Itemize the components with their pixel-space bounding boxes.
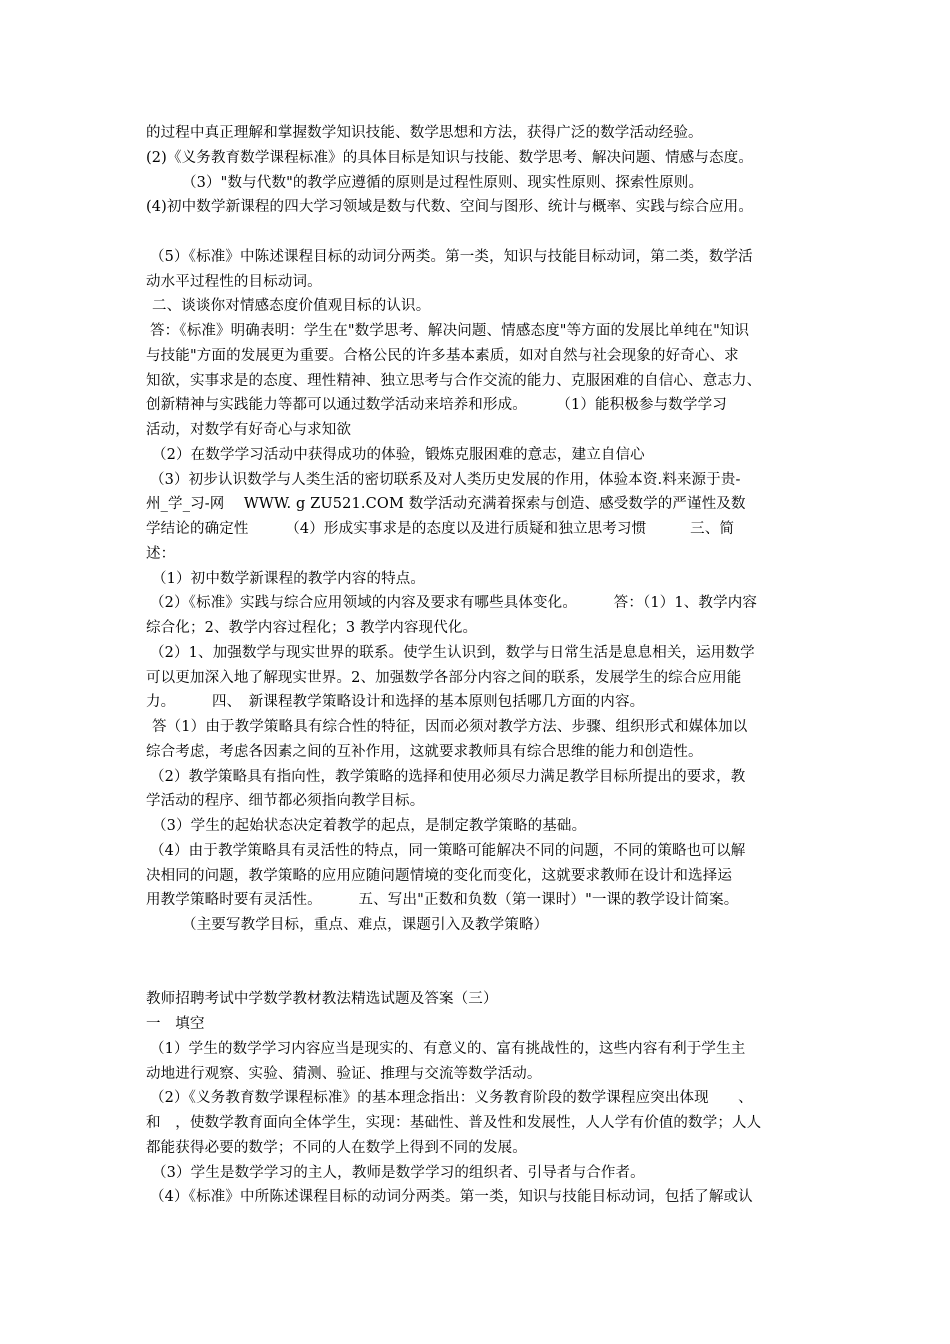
text-line: 用教学策略时要有灵活性。 五、写出"正数和负数（第一课时）"一课的教学设计简案。 <box>146 892 739 909</box>
text-line: 与技能"方面的发展更为重要。合格公民的许多基本素质，如对自然与社会现象的好奇心、求 <box>146 347 739 364</box>
text-line: 答（1）由于教学策略具有综合性的特征，因而必须对教学方法、步骤、组织形式和媒体加以 <box>152 719 748 735</box>
text-line: 创新精神与实践能力等都可以通过数学活动来培养和形成。 （1）能积极参与数学学习 <box>146 397 727 414</box>
text-line: 活动，对数学有好奇心与求知欲 <box>146 422 352 438</box>
text-line: （2）1、加强数学与现实世界的联系。使学生认识到，数学与日常生活是息息相关，运用数学 <box>150 644 755 661</box>
text-line: （2）《标准》实践与综合应用领域的内容及要求有哪些具体变化。 答：（1）1、教学内容 <box>150 595 758 612</box>
text-line: （1）初中数学新课程的教学内容的特点。 <box>152 570 426 587</box>
text-line: （3）"数与代数"的教学应遵循的原则是过程性原则、现实性原则、探索性原则。 <box>182 174 704 191</box>
text-line: 和 ，使数学教育面向全体学生，实现：基础性、普及性和发展性，人人学有价值的数学；人人 <box>146 1115 762 1131</box>
text-line: 述： <box>146 545 176 562</box>
text-line: 学结论的确定性 （4）形成实事求是的态度以及进行质疑和独立思考习惯 三、简 <box>146 521 735 537</box>
text-line: （2）在数学学习活动中获得成功的体验，锻炼克服困难的意志，建立自信心 <box>152 446 645 463</box>
text-line: （4）《标准》中所陈述课程目标的动词分两类。第一类，知识与技能目标动词，包括了解或认 <box>150 1189 753 1206</box>
text-line: 答：《标准》明确表明：学生在"数学思考、解决问题、情感态度"等方面的发展比单纯在"知识 <box>150 323 750 339</box>
text-line: （1）学生的数学学习内容应当是现实的、有意义的、富有挑战性的，这些内容有利于学生主 <box>150 1040 746 1057</box>
text-line: （2）教学策略具有指向性，教学策略的选择和使用必须尽力满足教学目标所提出的要求，教 <box>150 768 746 785</box>
text-line: 州_学_习-网 WWW. g ZU521.COM 数学活动充满着探索与创造、感受数学的严谨性及数 <box>146 496 746 513</box>
text-line: （主要写教学目标，重点、难点，课题引入及教学策略） <box>182 917 549 933</box>
text-line: 二、谈谈你对情感态度价值观目标的认识。 <box>152 298 431 315</box>
text-line: 的过程中真正理解和掌握数学知识技能、数学思想和方法，获得广泛的数学活动经验。 <box>146 125 703 141</box>
text-line: 动水平过程性的目标动词。 <box>146 273 322 290</box>
text-line: 综合考虑，考虑各因素之间的互补作用，这就要求教师具有综合思维的能力和创造性。 <box>146 743 703 760</box>
text-line: 都能获得必要的数学；不同的人在数学上得到不同的发展。 <box>146 1139 527 1156</box>
text-line: (4)初中数学新课程的四大学习领域是数与代数、空间与图形、统计与概率、实践与综合应用。 <box>146 199 753 216</box>
text-line: 动地进行观察、实验、猜测、验证、推理与交流等数学活动。 <box>146 1065 542 1082</box>
text-line: （3）学生的起始状态决定着教学的起点，是制定教学策略的基础。 <box>152 818 587 834</box>
text-line: （5）《标准》中陈述课程目标的动词分两类。第一类，知识与技能目标动词，第二类，数学活 <box>150 248 753 265</box>
text-line: (2)《义务教育数学课程标准》的具体目标是知识与技能、数学思考、解决问题、情感与态度。 <box>146 149 753 166</box>
text-line: 决相同的问题，教学策略的应用应随问题情境的变化而变化，这就要求教师在设计和选择运 <box>146 867 732 884</box>
text-line: （4）由于教学策略具有灵活性的特点，同一策略可能解决不同的问题，不同的策略也可以解 <box>150 842 746 859</box>
text-line: （3）学生是数学学习的主人，教师是数学学习的组织者、引导者与合作者。 <box>152 1164 645 1181</box>
text-line: 力。 四、 新课程教学策略设计和选择的基本原则包括哪几方面的内容。 <box>146 694 645 711</box>
text-line: 可以更加深入地了解现实世界。2、加强数学各部分内容之间的联系，发展学生的综合应用能 <box>146 669 742 686</box>
text-line: 综合化；2、教学内容过程化；3 教学内容现代化。 <box>146 620 478 636</box>
text-line: 学活动的程序、细节都必须指向教学目标。 <box>146 793 425 810</box>
text-line: 教师招聘考试中学数学教材教法精选试题及答案（三） <box>146 991 498 1008</box>
text-line: 知欲，实事求是的态度、理性精神、独立思考与合作交流的能力、克服困难的自信心、意志力、 <box>146 372 762 389</box>
text-line: （2）《义务教育数学课程标准》的基本理念指出：义务教育阶段的数学课程应突出体现 、 <box>150 1090 753 1107</box>
text-line: 一 填空 <box>146 1016 205 1032</box>
text-line: （3）初步认识数学与人类生活的密切联系及对人类历史发展的作用，体验本资.料来源于贵- <box>150 471 741 488</box>
